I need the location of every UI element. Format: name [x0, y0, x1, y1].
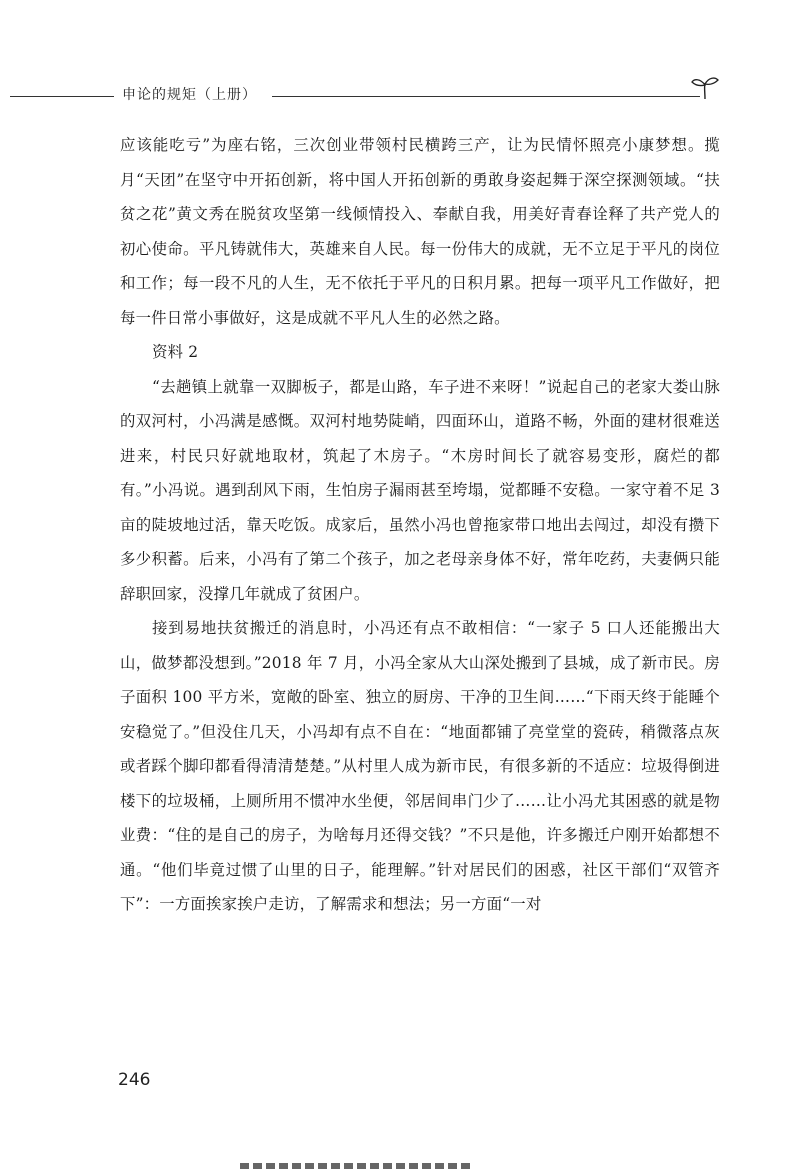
header-rule-left [10, 96, 114, 97]
paragraph-relocation: 接到易地扶贫搬迁的消息时，小冯还有点不敢相信：“一家子 5 口人还能搬出大山，做梦都没想到。”2018 年 7 月，小冯全家从大山深处搬到了县城，成了新市民。房子面积 100 平方米，宽敞的卧室、独立的厨房、干净的卫生间……“下雨天终于能睡个安稳觉了。”但没住几天，小冯却有点不自在：“地面都铺了亮堂堂的瓷砖，稍微落点灰或者踩个脚印都看得清清楚楚。”从村里人成为新市民，有很多新的不适应：垃圾得倒进楼下的垃圾桶，上厕所用不惯冲水坐便，邻居间串门少了……让小冯尤其困惑的就是物业费：“住的是自己的房子，为啥每月还得交钱？”不只是他，许多搬迁户刚开始都想不通。“他们毕竟过惯了山里的日子，能理解。”针对居民们的困惑，社区干部们“双管齐下”：一方面挨家挨户走访，了解需求和想法；另一方面“一对 [120, 619, 720, 913]
page-body [120, 128, 720, 922]
section-label-material-2: 资料 2 [152, 343, 199, 361]
sprout-icon [690, 74, 720, 100]
paragraph-continuation: 应该能吃亏”为座右铭，三次创业带领村民横跨三产，让为民情怀照亮小康梦想。揽月“天团”在坚守中开拓创新，将中国人开拓创新的勇敢身姿起舞于深空探测领域。“扶贫之花”黄文秀在脱贫攻坚第一线倾情投入、奉献自我，用美好青春诠释了共产党人的初心使命。平凡铸就伟大，英雄来自人民。每一份伟大的成就，无不立足于平凡的岗位和工作；每一段不凡的人生，无不依托于平凡的日积月累。把每一项平凡工作做好，把每一件日常小事做好，这是成就不平凡人生的必然之路。 [120, 136, 720, 327]
running-header [0, 74, 800, 108]
header-rule-right [272, 96, 700, 97]
cropped-footer-text [240, 1158, 470, 1169]
page-number: 246 [118, 1070, 151, 1090]
paragraph-xiaofeng-hometown: “去趟镇上就靠一双脚板子，都是山路，车子进不来呀！”说起自己的老家大娄山脉的双河村，小冯满是感慨。双河村地势陡峭，四面环山，道路不畅，外面的建材很难送进来，村民只好就地取材，筑起了木房子。“木房时间长了就容易变形，腐烂的都有。”小冯说。遇到刮风下雨，生怕房子漏雨甚至垮塌，觉都睡不安稳。一家守着不足 3 亩的陡坡地过活，靠天吃饭。成家后，虽然小冯也曾拖家带口地出去闯过，却没有攒下多少积蓄。后来，小冯有了第二个孩子，加之老母亲身体不好，常年吃药，夫妻俩只能辞职回家，没撑几年就成了贫困户。 [120, 377, 720, 603]
book-title: 申论的规矩（上册） [122, 87, 257, 103]
